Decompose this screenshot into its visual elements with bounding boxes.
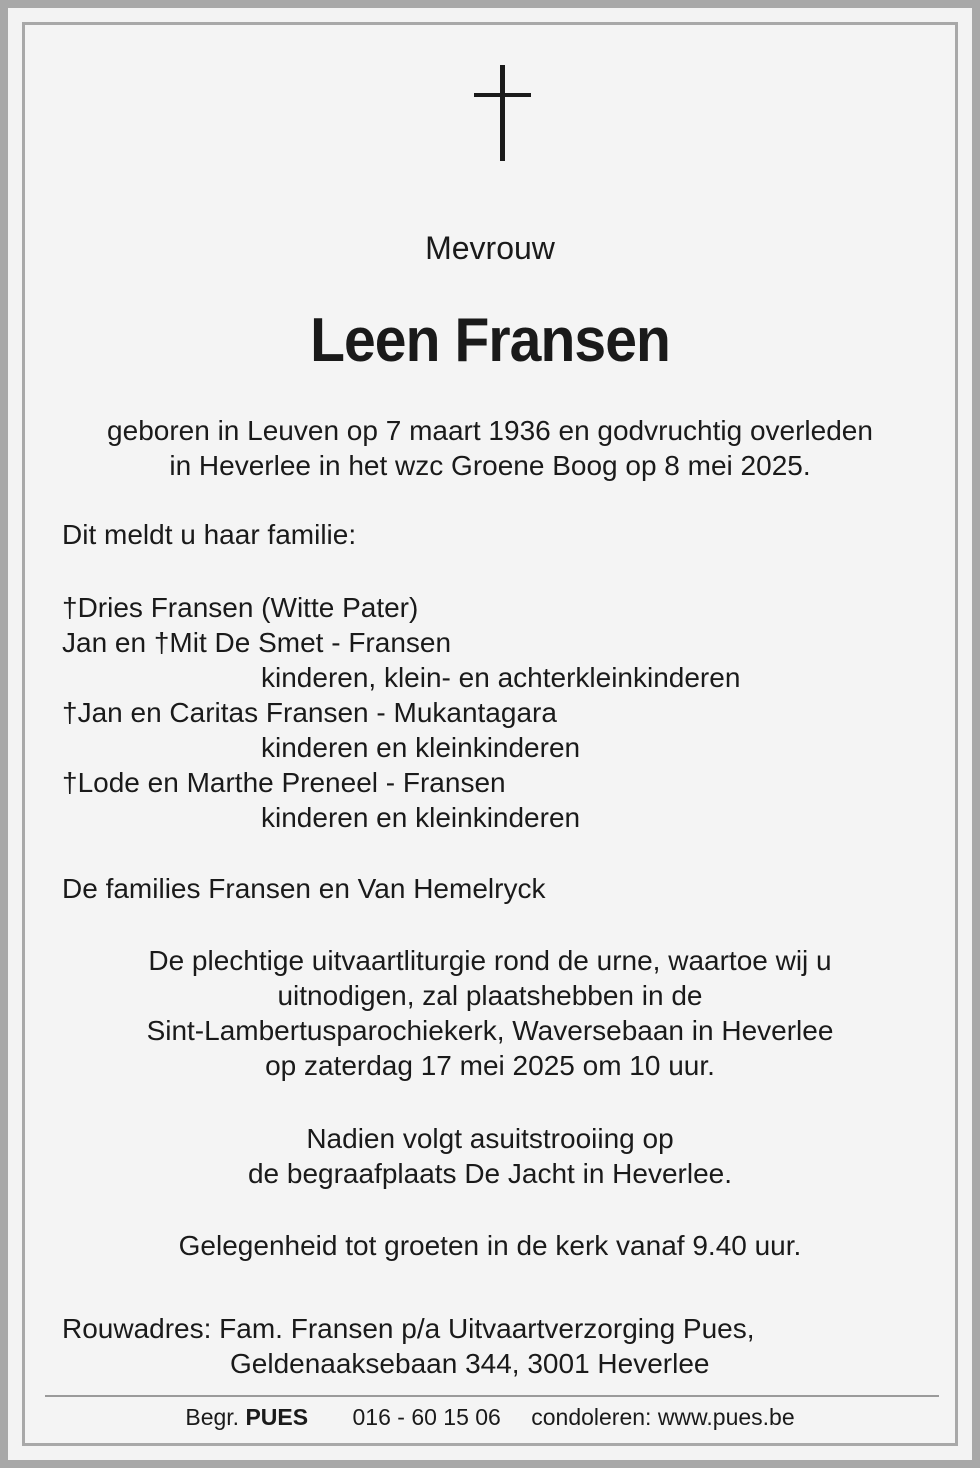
after-line: Nadien volgt asuitstrooiing op — [306, 1123, 674, 1154]
family-descendants: kinderen en kleinkinderen — [261, 732, 581, 763]
ceremony-line: op zaterdag 17 mei 2025 om 10 uur. — [265, 1050, 715, 1081]
salutation: Mevrouw — [425, 230, 555, 266]
family-descendants: kinderen en kleinkinderen — [261, 802, 581, 833]
footer — [25, 1402, 955, 1432]
after-text — [25, 1121, 955, 1191]
ceremony-line: Sint-Lambertusparochiekerk, Waversebaan in Heverlee — [146, 1015, 834, 1046]
obituary-card — [8, 8, 972, 1460]
family-list — [62, 590, 740, 835]
family-descendants: kinderen, klein- en achterkleinkinderen — [261, 662, 741, 693]
obituary-frame — [22, 22, 958, 1446]
greeting-text: Gelegenheid tot groeten in de kerk vanaf 9.40 uur. — [178, 1230, 802, 1261]
announcement: Dit meldt u haar familie: — [62, 519, 357, 550]
ceremony-text — [25, 943, 955, 1083]
birth-death-line: geboren in Leuven op 7 maart 1936 en godvruchtig overleden — [107, 415, 873, 446]
address-line: Rouwadres: Fam. Fransen p/a Uitvaartverzorging Pues, — [62, 1313, 755, 1344]
family-member: Jan en †Mit De Smet - Fransen — [62, 627, 452, 658]
birth-death-line: in Heverlee in het wzc Groene Boog op 8 mei 2025. — [169, 450, 811, 481]
deceased-name: Leen Fransen — [310, 306, 670, 375]
after-line: de begraafplaats De Jacht in Heverlee. — [247, 1158, 733, 1189]
family-member: †Lode en Marthe Preneel - Fransen — [62, 767, 506, 798]
cross-icon — [474, 65, 534, 165]
footer-prefix: Begr. — [185, 1404, 240, 1430]
families-line: De families Fransen en Van Hemelryck — [62, 873, 546, 904]
address-line: Geldenaaksebaan 344, 3001 Heverlee — [230, 1348, 710, 1379]
birth-death-text — [25, 413, 955, 483]
mourning-address — [62, 1311, 755, 1381]
footer-website[interactable]: condoleren: www.pues.be — [531, 1404, 795, 1430]
footer-phone: 016 - 60 15 06 — [352, 1404, 501, 1430]
ceremony-line: De plechtige uitvaartliturgie rond de urne, waartoe wij u — [148, 945, 832, 976]
ceremony-line: uitnodigen, zal plaatshebben in de — [277, 980, 703, 1011]
footer-divider — [45, 1395, 939, 1397]
footer-company: PUES — [245, 1404, 309, 1430]
family-member: †Jan en Caritas Fransen - Mukantagara — [62, 697, 557, 728]
family-member: †Dries Fransen (Witte Pater) — [62, 592, 419, 623]
